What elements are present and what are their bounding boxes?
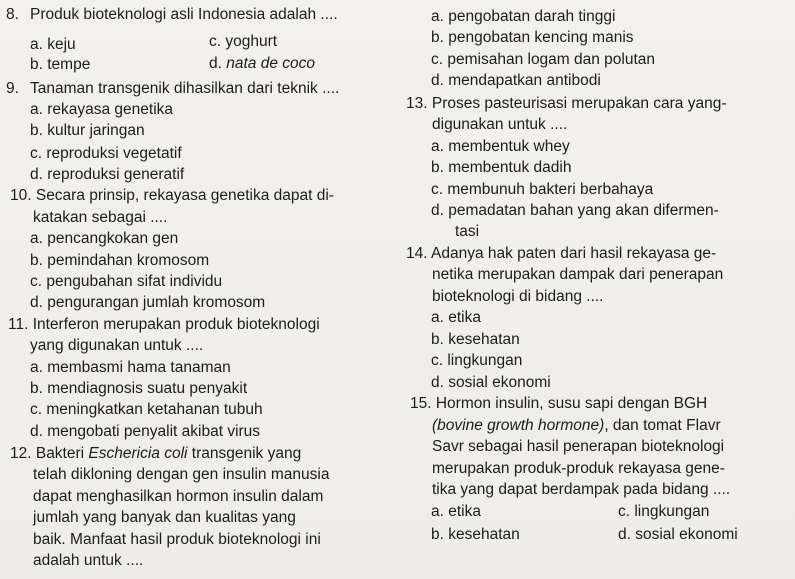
q8-option-c: c. yoghurt bbox=[209, 33, 278, 50]
q13-option-b: b. membentuk dadih bbox=[431, 159, 572, 176]
q14-question-line3: bioteknologi di bidang .... bbox=[432, 288, 604, 305]
q15-option-d: d. sosial ekonomi bbox=[618, 526, 738, 543]
q13-option-d-line2: tasi bbox=[455, 223, 480, 240]
q11-option-d: d. mengobati penyalit akibat virus bbox=[30, 423, 261, 440]
q15-option-b: b. kesehatan bbox=[431, 526, 520, 543]
right-option-a: a. pengobatan darah tinggi bbox=[431, 8, 616, 25]
q14-option-c: c. lingkungan bbox=[431, 352, 523, 369]
q14-option-d: d. sosial ekonomi bbox=[431, 374, 551, 391]
q8-number: 8. bbox=[6, 6, 19, 23]
q9-option-d: d. reproduksi generatif bbox=[30, 166, 185, 183]
q9-question: Tanaman transgenik dihasilkan dari teknik .... bbox=[30, 80, 340, 97]
q13-option-c: c. membunuh bakteri berbahaya bbox=[431, 181, 654, 198]
q11-question-line2: yang digunakan untuk .... bbox=[30, 337, 204, 354]
q12-question-line4: jumlah yang banyak dan kualitas yang bbox=[33, 509, 296, 526]
q12-question-line3: dapat menghasilkan hormon insulin dalam bbox=[33, 488, 324, 505]
q15-option-c: c. lingkungan bbox=[618, 503, 710, 520]
q10-question-line2: katakan sebagai .... bbox=[33, 209, 168, 226]
q14-option-a: a. etika bbox=[431, 309, 481, 326]
q10-question-line1: 10. Secara prinsip, rekayasa genetika dapat di- bbox=[10, 187, 334, 204]
q15-question-line3: Savr sebagai hasil penerapan bioteknologi bbox=[432, 438, 725, 455]
q8-option-d: d. nata de coco bbox=[209, 55, 315, 72]
q11-option-a: a. membasmi hama tanaman bbox=[30, 359, 231, 376]
q14-option-b: b. kesehatan bbox=[431, 331, 520, 348]
q10-option-d: d. pengurangan jumlah kromosom bbox=[30, 294, 266, 311]
q15-option-a: a. etika bbox=[431, 503, 481, 520]
q9-option-c: c. reproduksi vegetatif bbox=[30, 145, 182, 162]
q11-option-b: b. mendiagnosis suatu penyakit bbox=[30, 380, 248, 397]
q8-option-a: a. keju bbox=[30, 36, 76, 53]
q14-question-line1: 14. Adanya hak paten dari hasil rekayasa ge- bbox=[406, 245, 717, 262]
q10-option-c: c. pengubahan sifat individu bbox=[30, 273, 223, 290]
q8-question: Produk bioteknologi asli Indonesia adalah .... bbox=[30, 6, 338, 23]
q13-option-a: a. membentuk whey bbox=[431, 138, 570, 155]
q12-question-line2: telah dikloning dengan gen insulin manusia bbox=[33, 466, 330, 483]
right-option-b: b. pengobatan kencing manis bbox=[431, 29, 634, 46]
q12-question-line5: baik. Manfaat hasil produk bioteknologi ini bbox=[33, 531, 321, 548]
right-option-d: d. mendapatkan antibodi bbox=[431, 72, 601, 89]
q11-question-line1: 11. Interferon merupakan produk bioteknologi bbox=[8, 316, 320, 333]
q12-question-line6: adalah untuk .... bbox=[33, 552, 144, 569]
q14-question-line2: netika merupakan dampak dari penerapan bbox=[432, 266, 724, 283]
q15-question-line2: (bovine growth hormone), dan tomat Flavr bbox=[432, 417, 721, 434]
q13-question-line2: digunakan untuk .... bbox=[432, 116, 568, 133]
right-option-c: c. pemisahan logam dan polutan bbox=[431, 51, 656, 68]
q9-option-a: a. rekayasa genetika bbox=[30, 101, 174, 118]
q15-question-line5: tika yang dapat berdampak pada bidang .... bbox=[432, 481, 731, 498]
q15-question-line1: 15. Hormon insulin, susu sapi dengan BGH bbox=[410, 395, 708, 412]
q9-option-b: b. kultur jaringan bbox=[30, 122, 145, 139]
q13-option-d-line1: d. pemadatan bahan yang akan difermen- bbox=[431, 202, 719, 219]
q10-option-a: a. pencangkokan gen bbox=[30, 230, 179, 247]
q13-question-line1: 13. Proses pasteurisasi merupakan cara yang- bbox=[406, 95, 727, 112]
q11-option-c: c. meningkatkan ketahanan tubuh bbox=[30, 401, 263, 418]
q12-question-line1: 12. Bakteri Eschericia coli transgenik yang bbox=[10, 445, 302, 462]
q10-option-b: b. pemindahan kromosom bbox=[30, 252, 210, 269]
q15-question-line4: merupakan produk-produk rekayasa gene- bbox=[432, 460, 725, 477]
q8-option-b: b. tempe bbox=[30, 56, 91, 73]
q9-number: 9. bbox=[6, 80, 19, 97]
